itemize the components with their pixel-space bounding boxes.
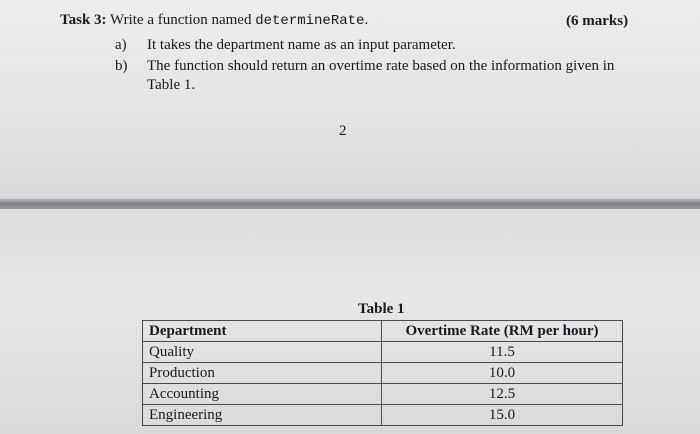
header-department: Department — [143, 321, 382, 342]
cell-department: Quality — [143, 342, 382, 363]
item-a-label: a) — [115, 37, 127, 53]
cell-department: Accounting — [143, 384, 382, 405]
item-b-text: The function should return an overtime rate based on the information given in — [147, 58, 615, 74]
overtime-table — [142, 320, 623, 426]
item-a-text: It takes the department name as an input parameter. — [147, 37, 456, 53]
function-name: determineRate — [255, 13, 365, 29]
page-divider — [0, 199, 700, 209]
task-heading — [60, 12, 368, 29]
item-b-label: b) — [115, 58, 128, 74]
cell-rate: 12.5 — [382, 384, 623, 405]
task-intro: Write a function named — [106, 12, 256, 28]
task-period: . — [364, 12, 369, 28]
table-row — [143, 363, 623, 384]
item-b-text-cont: Table 1. — [147, 77, 196, 93]
marks: (6 marks) — [566, 13, 629, 29]
task-label: Task 3: — [60, 12, 107, 28]
table-header-row — [143, 321, 623, 342]
table-row — [143, 384, 623, 405]
header-rate: Overtime Rate (RM per hour) — [382, 321, 623, 342]
table-row — [143, 405, 623, 426]
cell-department: Production — [143, 363, 382, 384]
cell-rate: 11.5 — [382, 342, 623, 363]
page-number: 2 — [339, 123, 347, 139]
cell-rate: 15.0 — [382, 405, 623, 426]
table-caption: Table 1 — [358, 301, 405, 317]
cell-rate: 10.0 — [382, 363, 623, 384]
cell-department: Engineering — [143, 405, 382, 426]
table-row — [143, 342, 623, 363]
